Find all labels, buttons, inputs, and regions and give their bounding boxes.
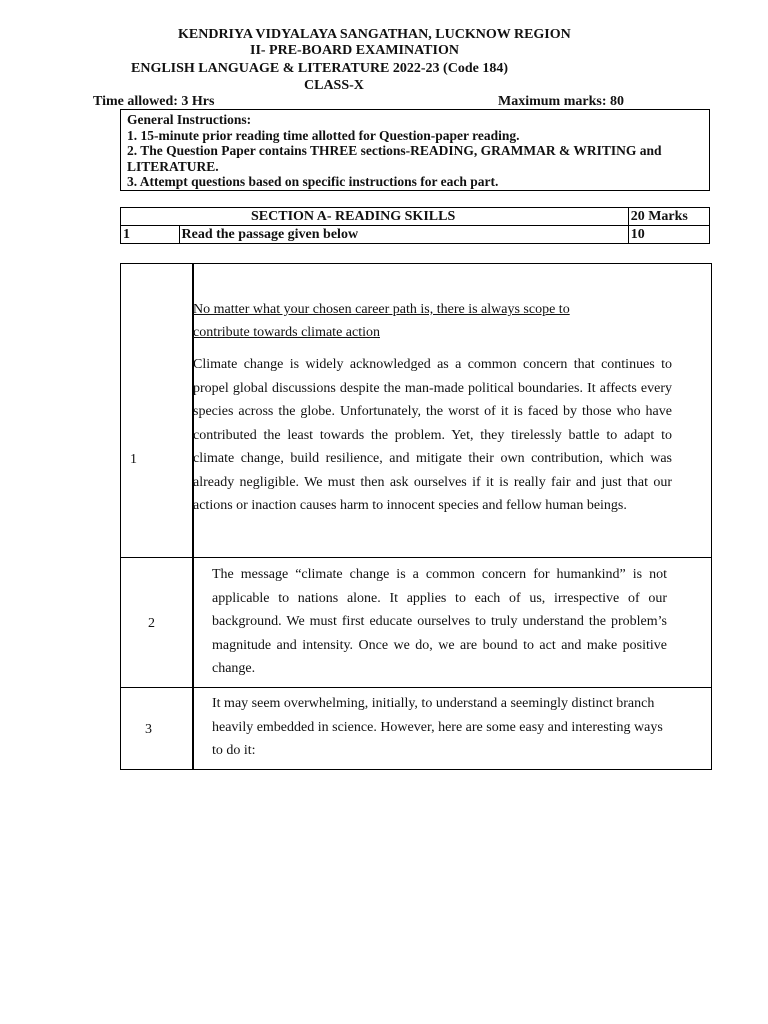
row-divider [121,557,711,558]
passage-title-line: contribute towards climate action [193,325,380,340]
paragraph-number: 1 [130,452,137,467]
row-divider [121,687,711,688]
instructions-heading: General Instructions: [127,112,252,127]
section-header-row [121,208,710,226]
passage-table [120,263,712,770]
instruction-item: LITERATURE. [127,158,219,174]
maximum-marks: Maximum marks: 80 [498,94,624,109]
instruction-item: 2. The Question Paper contains THREE sections-READING, GRAMMAR & WRITING and [127,143,662,158]
time-allowed: Time allowed: 3 Hrs [93,94,215,109]
instruction-item: 3. Attempt questions based on specific instructions for each part. [127,174,499,189]
exam-title: II- PRE-BOARD EXAMINATION [250,43,459,58]
paragraph-text: It may seem overwhelming, initially, to understand a seemingly distinct branch heavily embedded in science. However, here are some easy and interesting ways to do it: [212,696,663,758]
paragraph-number: 3 [145,722,152,737]
instruction-item: 1. 15-minute prior reading time allotted for Question-paper reading. [127,127,520,143]
question-text: Read the passage given below [179,226,628,244]
org-title: KENDRIYA VIDYALAYA SANGATHAN, LUCKNOW REGION [178,27,571,42]
section-marks: 20 Marks [628,208,709,226]
class-title: CLASS-X [304,78,364,93]
question-row [121,226,710,244]
section-title: SECTION A- READING SKILLS [179,208,628,226]
paragraph-text: The message “climate change is a common concern for humankind” is not applicable to nations alone. It applies to each of us, irrespective of our background. We must first educate ourselves to truly understand the problem’s magnitude and intensity. Once we do, we are bound to act and make positive change. [212,567,667,676]
subject-title: ENGLISH LANGUAGE & LITERATURE 2022-23 (Code 184) [131,61,508,76]
general-instructions-box [120,109,710,191]
paragraph-number: 2 [148,616,155,631]
question-number: 1 [121,226,180,244]
section-table [120,207,710,244]
question-marks: 10 [628,226,709,244]
paragraph-text: Climate change is widely acknowledged as a common concern that continues to propel global discussions despite the man-made political boundaries. It affects every species across the globe. Unfortunately, the worst of it is faced by those who have contributed the least towards the problem. Yet, they tirelessly battle to adapt to climate change, build resilience, and mitigate their own contribution, which was already negligible. We must then ask ourselves if it is really fair and just that our actions or inaction causes harm to innocent species and fellow human beings. [193,357,672,513]
passage-title-line: No matter what your chosen career path is, there is always scope to [193,302,570,317]
